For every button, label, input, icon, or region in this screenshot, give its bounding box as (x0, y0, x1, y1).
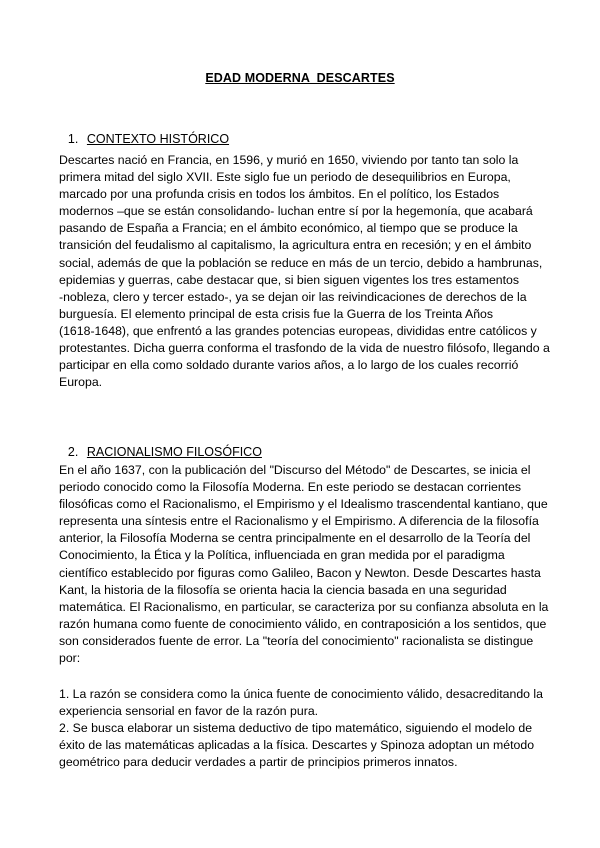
text-line: marcado por una profunda crisis en todos los ámbitos. En el político, los Estados (59, 187, 500, 202)
text-line: (1618-1648), que enfrentó a las grandes potencias europeas, divididas entre católicos y (59, 323, 537, 338)
list-item-line: experiencia sensorial en favor de la razón pura. (59, 704, 319, 719)
paragraph-contexto-historico (59, 152, 589, 391)
section-title: CONTEXTO HISTÓRICO (86, 132, 230, 146)
paragraph-racionalismo-intro (59, 462, 589, 667)
text-line: transición del feudalismo al capitalismo, la agricultura entra en recesión; y en el ámbito (59, 238, 532, 253)
document-title: EDAD MODERNA DESCARTES (205, 71, 395, 85)
text-line: protestantes. Dicha guerra conforma el trasfondo de la vida de nuestro filósofo, llegando a (59, 341, 550, 356)
section-title: RACIONALISMO FILOSÓFICO (86, 445, 262, 459)
text-line: matemática. El Racionalismo, en particular, se caracteriza por su confianza absoluta en la (59, 599, 549, 614)
text-line: participar en ella como soldado durante varios años, a lo largo de los cuales recorrió (59, 358, 519, 373)
text-line: -nobleza, clero y tercer estado-, ya se dejan oir las reivindicaciones de derechos de la (59, 289, 527, 304)
section-number: 1. (67, 132, 79, 146)
text-line: Descartes nació en Francia, en 1596, y murió en 1650, viviendo por tanto tan solo la (59, 153, 519, 167)
text-line: representa una síntesis entre el Racionalismo y el Empirismo. A diferencia de la filosofía (59, 514, 539, 529)
text-line: primera mitad del siglo XVII. Este siglo fue un periodo de desequilibrios en Europa, (59, 170, 511, 185)
text-line: En el año 1637, con la publicación del "Discurso del Método" de Descartes, se inicia el (59, 463, 531, 477)
text-line: modernos –que se están consolidando- luchan entre sí por la hegemonía, que acabará (59, 204, 533, 219)
text-line: epidemias y guerras, cabe destacar que, si bien siguen vigentes los tres estamentos (59, 272, 520, 287)
list-item-line: éxito de las matemáticas aplicadas a la física. Descartes y Spinoza adoptan un método (59, 738, 535, 753)
text-line: por: (59, 651, 81, 666)
text-line: Europa. (59, 375, 103, 390)
text-line: son considerados fuente de error. La "teoría del conocimiento" racionalista se distingue (59, 633, 534, 648)
text-line: pasando de España a Francia; en el ámbito económico, al tiempo que se produce la (59, 221, 518, 236)
text-line: social, además de que la población se reduce en más de un tercio, debido a hambrunas, (59, 255, 543, 270)
text-line: Conocimiento, la Ética y la Política, influenciada en gran medida por el paradigma (59, 548, 505, 563)
text-line: científico establecido por figuras como Galileo, Bacon y Newton. Desde Descartes hasta (59, 565, 541, 580)
text-line: anterior, la Filosofía Moderna se centra principalmente en el desarrollo de la Teoría del (59, 531, 531, 546)
text-line: Kant, la historia de la filosofía se orienta hacia la ciencia basada en una seguridad (59, 582, 507, 597)
text-line: periodo conocido como la Filosofía Moderna. En este periodo se destacan corrientes (59, 480, 522, 495)
text-line: filosóficas como el Racionalismo, el Empirismo y el Idealismo trascendental kantiano, que (59, 497, 548, 512)
list-item-line: 2. Se busca elaborar un sistema deductivo de tipo matemático, siguiendo el modelo de (59, 721, 533, 736)
text-line: burguesía. El elemento principal de esta crisis fue la Guerra de los Treinta Años (59, 306, 494, 321)
text-line: razón humana como fuente de conocimiento válido, en contraposición a los sentidos, que (59, 616, 547, 631)
list-item-line: 1. La razón se considera como la única fuente de conocimiento válido, desacreditando la (59, 687, 543, 701)
list-item-line: geométrico para deducir verdades a partir de principios primeros innatos. (59, 755, 458, 770)
paragraph-racionalismo-list (59, 686, 589, 771)
section-number: 2. (67, 445, 79, 459)
